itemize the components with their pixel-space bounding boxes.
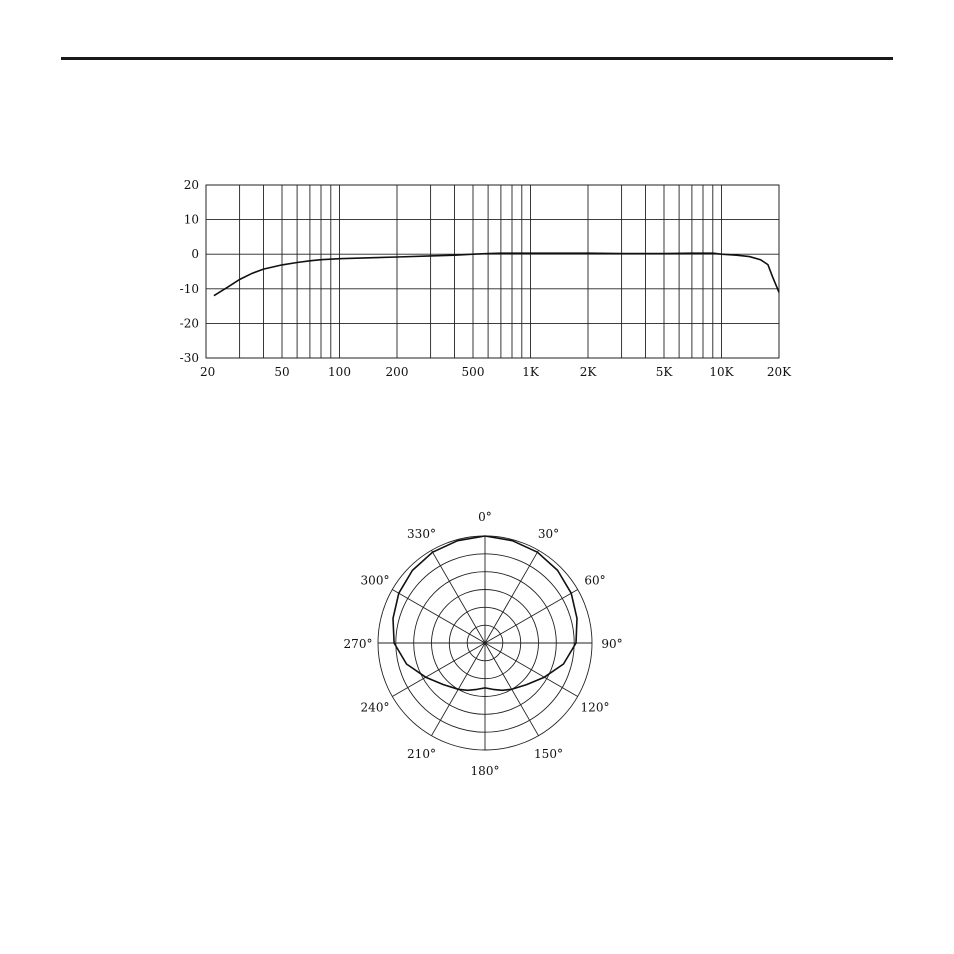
polar-angle-label: 300°: [360, 573, 390, 588]
polar-pattern-chart: [344, 510, 623, 778]
polar-angle-label: 120°: [580, 700, 610, 715]
x-tick-label: 10K: [709, 365, 734, 379]
frequency-response-chart: [180, 178, 792, 379]
plot-frame: [206, 185, 779, 358]
polar-angle-label: 180°: [470, 764, 500, 778]
x-tick-label: 5K: [655, 365, 673, 379]
y-tick-label: -30: [179, 351, 199, 365]
polar-angle-label: 150°: [534, 747, 563, 761]
y-tick-label: 10: [183, 212, 199, 227]
response-curve: [214, 253, 779, 296]
y-tick-label: 20: [183, 178, 199, 192]
polar-angle-label: 210°: [407, 747, 436, 761]
polar-angle-label: 270°: [343, 637, 373, 651]
x-tick-label: 20: [200, 365, 216, 379]
x-tick-label: 200: [385, 365, 409, 379]
polar-angle-label: 330°: [407, 527, 436, 541]
x-tick-label: 500: [461, 365, 485, 379]
polar-angle-label: 240°: [360, 700, 390, 715]
polar-angle-label: 30°: [537, 527, 560, 541]
x-tick-label: 2K: [579, 365, 597, 379]
y-tick-label: 0: [191, 247, 199, 262]
polar-angle-label: 90°: [601, 637, 623, 651]
y-tick-label: -10: [179, 281, 199, 296]
polar-angle-label: 0°: [478, 510, 492, 524]
polar-angle-label: 60°: [584, 573, 606, 588]
x-tick-label: 100: [328, 365, 351, 379]
y-tick-label: -20: [179, 316, 199, 331]
x-tick-label: 1K: [522, 365, 539, 379]
x-tick-label: 50: [274, 365, 290, 379]
x-tick-label: 20K: [766, 365, 792, 379]
